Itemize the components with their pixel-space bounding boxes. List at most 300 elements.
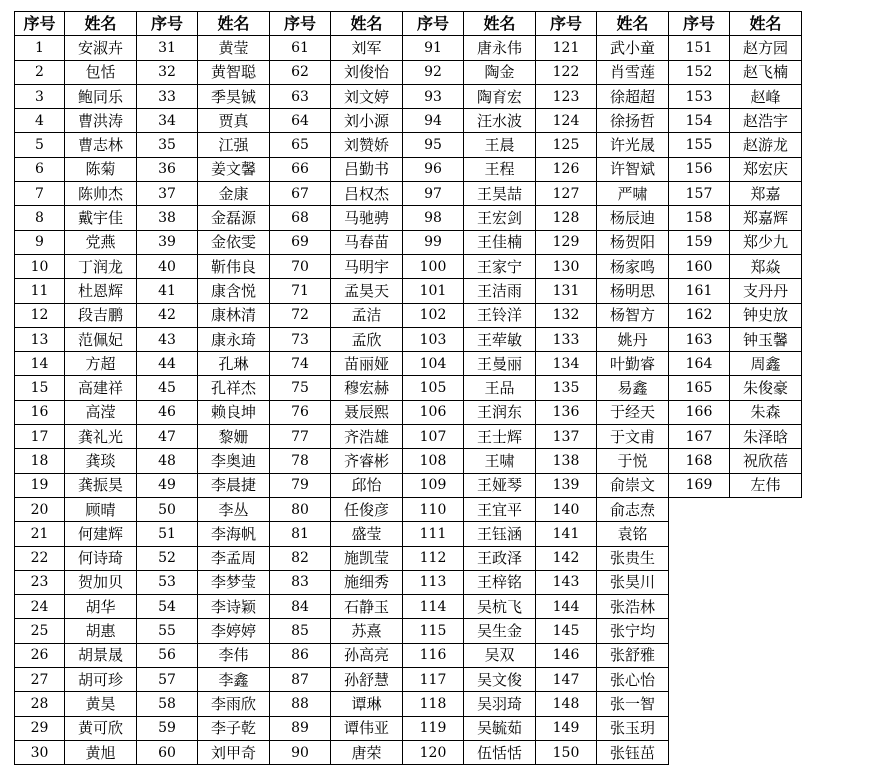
table-row [15,716,802,740]
name-cell: 刘俊怡 [331,60,403,84]
index-cell: 24 [15,595,65,619]
name-cell: 孟洁 [331,303,403,327]
name-cell: 李梦莹 [198,570,270,594]
index-cell: 109 [403,473,464,497]
index-cell: 145 [536,619,597,643]
empty-cell [669,643,730,667]
name-cell: 谭琳 [331,692,403,716]
index-cell: 106 [403,400,464,424]
index-cell: 41 [137,279,198,303]
index-cell: 81 [270,522,331,546]
index-cell: 3 [15,84,65,108]
index-cell: 53 [137,570,198,594]
name-cell: 李丛 [198,497,270,521]
name-cell: 郑少九 [730,230,802,254]
index-cell: 30 [15,740,65,764]
index-cell: 137 [536,425,597,449]
index-cell: 26 [15,643,65,667]
index-cell: 6 [15,157,65,181]
index-cell: 39 [137,230,198,254]
table-row [15,157,802,181]
name-cell: 陶金 [464,60,536,84]
name-cell: 丁润龙 [65,254,137,278]
table-row [15,449,802,473]
index-cell: 114 [403,595,464,619]
index-cell: 92 [403,60,464,84]
index-cell: 151 [669,36,730,60]
empty-cell [730,522,802,546]
header-name: 姓名 [198,12,270,36]
index-cell: 127 [536,182,597,206]
name-cell: 黄可欣 [65,716,137,740]
empty-cell [669,595,730,619]
table-row [15,206,802,230]
empty-cell [669,570,730,594]
name-cell: 王钰涵 [464,522,536,546]
empty-cell [669,668,730,692]
name-cell: 赵浩宇 [730,109,802,133]
name-cell: 李奥迪 [198,449,270,473]
name-cell: 王政泽 [464,546,536,570]
index-cell: 96 [403,157,464,181]
table-row [15,352,802,376]
name-cell: 朱森 [730,400,802,424]
index-cell: 156 [669,157,730,181]
header-index: 序号 [270,12,331,36]
table-row [15,692,802,716]
index-cell: 20 [15,497,65,521]
table-row [15,133,802,157]
index-cell: 42 [137,303,198,327]
name-cell: 陈菊 [65,157,137,181]
name-cell: 龚振昊 [65,473,137,497]
empty-cell [669,716,730,740]
index-cell: 164 [669,352,730,376]
name-cell: 唐荣 [331,740,403,764]
table-row [15,425,802,449]
header-index: 序号 [137,12,198,36]
index-cell: 14 [15,352,65,376]
empty-cell [669,497,730,521]
name-cell: 郑嘉 [730,182,802,206]
index-cell: 34 [137,109,198,133]
table-row [15,740,802,764]
index-cell: 40 [137,254,198,278]
name-cell: 穆宏赫 [331,376,403,400]
empty-cell [730,546,802,570]
name-cell: 胡华 [65,595,137,619]
index-cell: 117 [403,668,464,692]
index-cell: 157 [669,182,730,206]
header-row [15,12,802,36]
name-cell: 于文甫 [597,425,669,449]
index-cell: 98 [403,206,464,230]
table-row [15,254,802,278]
index-cell: 130 [536,254,597,278]
name-cell: 唐永伟 [464,36,536,60]
name-cell: 王家宁 [464,254,536,278]
name-cell: 郑嘉辉 [730,206,802,230]
index-cell: 1 [15,36,65,60]
index-cell: 38 [137,206,198,230]
name-cell: 姚丹 [597,327,669,351]
index-cell: 90 [270,740,331,764]
empty-cell [730,692,802,716]
index-cell: 101 [403,279,464,303]
name-cell: 顾晴 [65,497,137,521]
empty-cell [669,522,730,546]
name-cell: 马驰骋 [331,206,403,230]
index-cell: 124 [536,109,597,133]
name-cell: 聂辰熙 [331,400,403,424]
index-cell: 80 [270,497,331,521]
index-cell: 72 [270,303,331,327]
name-cell: 季昊铖 [198,84,270,108]
header-index: 序号 [536,12,597,36]
index-cell: 122 [536,60,597,84]
index-cell: 67 [270,182,331,206]
name-cell: 胡惠 [65,619,137,643]
index-cell: 46 [137,400,198,424]
name-cell: 段吉鹏 [65,303,137,327]
name-cell: 黄莹 [198,36,270,60]
index-cell: 59 [137,716,198,740]
name-cell: 杨辰迪 [597,206,669,230]
name-cell: 王梓铭 [464,570,536,594]
empty-cell [669,619,730,643]
table-row [15,619,802,643]
index-cell: 35 [137,133,198,157]
name-cell: 张钰茁 [597,740,669,764]
name-cell: 姜文馨 [198,157,270,181]
index-cell: 66 [270,157,331,181]
table-row [15,522,802,546]
index-cell: 165 [669,376,730,400]
index-cell: 64 [270,109,331,133]
index-cell: 37 [137,182,198,206]
index-cell: 139 [536,473,597,497]
name-cell: 王啸 [464,449,536,473]
index-cell: 84 [270,595,331,619]
table-row [15,109,802,133]
empty-cell [669,692,730,716]
name-cell: 康林清 [198,303,270,327]
index-cell: 5 [15,133,65,157]
table-row [15,84,802,108]
index-cell: 99 [403,230,464,254]
index-cell: 50 [137,497,198,521]
table-row [15,400,802,424]
index-cell: 128 [536,206,597,230]
name-cell: 李晨捷 [198,473,270,497]
index-cell: 75 [270,376,331,400]
name-cell: 吕勤书 [331,157,403,181]
index-cell: 18 [15,449,65,473]
name-cell: 李婷婷 [198,619,270,643]
name-cell: 金磊源 [198,206,270,230]
header-name: 姓名 [464,12,536,36]
name-cell: 赵飞楠 [730,60,802,84]
name-cell: 李诗颖 [198,595,270,619]
index-cell: 32 [137,60,198,84]
name-cell: 任俊彦 [331,497,403,521]
name-cell: 何诗琦 [65,546,137,570]
empty-cell [730,643,802,667]
name-cell: 吴毓茹 [464,716,536,740]
index-cell: 60 [137,740,198,764]
table-row [15,668,802,692]
name-cell: 许光晟 [597,133,669,157]
index-cell: 154 [669,109,730,133]
table-row [15,497,802,521]
empty-cell [730,740,802,764]
name-cell: 安淑卉 [65,36,137,60]
index-cell: 51 [137,522,198,546]
name-cell: 党燕 [65,230,137,254]
name-cell: 王娅琴 [464,473,536,497]
index-cell: 144 [536,595,597,619]
name-cell: 杨智方 [597,303,669,327]
index-cell: 52 [137,546,198,570]
index-cell: 31 [137,36,198,60]
name-cell: 徐扬哲 [597,109,669,133]
index-cell: 112 [403,546,464,570]
index-cell: 19 [15,473,65,497]
name-cell: 孙舒慧 [331,668,403,692]
index-cell: 45 [137,376,198,400]
name-cell: 王润东 [464,400,536,424]
index-cell: 9 [15,230,65,254]
roster-body [15,36,802,765]
name-cell: 吴杭飞 [464,595,536,619]
name-cell: 许智斌 [597,157,669,181]
index-cell: 121 [536,36,597,60]
table-row [15,327,802,351]
name-cell: 马明宇 [331,254,403,278]
name-cell: 俞崇文 [597,473,669,497]
index-cell: 116 [403,643,464,667]
name-cell: 金依雯 [198,230,270,254]
name-cell: 江强 [198,133,270,157]
table-row [15,182,802,206]
index-cell: 28 [15,692,65,716]
name-cell: 孔琳 [198,352,270,376]
name-cell: 王佳楠 [464,230,536,254]
name-cell: 黄旭 [65,740,137,764]
index-cell: 132 [536,303,597,327]
index-cell: 169 [669,473,730,497]
name-cell: 李子乾 [198,716,270,740]
name-cell: 朱泽晗 [730,425,802,449]
name-cell: 苗丽娅 [331,352,403,376]
table-row [15,230,802,254]
name-cell: 刘小源 [331,109,403,133]
name-cell: 马春苗 [331,230,403,254]
index-cell: 91 [403,36,464,60]
index-cell: 111 [403,522,464,546]
index-cell: 23 [15,570,65,594]
name-cell: 张一智 [597,692,669,716]
name-cell: 何建辉 [65,522,137,546]
name-cell: 张舒雅 [597,643,669,667]
name-cell: 李鑫 [198,668,270,692]
index-cell: 62 [270,60,331,84]
name-cell: 苏熹 [331,619,403,643]
name-cell: 齐睿彬 [331,449,403,473]
name-cell: 包恬 [65,60,137,84]
index-cell: 87 [270,668,331,692]
name-cell: 吴生金 [464,619,536,643]
index-cell: 152 [669,60,730,84]
name-cell: 王品 [464,376,536,400]
index-cell: 78 [270,449,331,473]
index-cell: 149 [536,716,597,740]
header-index: 序号 [15,12,65,36]
name-cell: 齐浩雄 [331,425,403,449]
index-cell: 76 [270,400,331,424]
index-cell: 77 [270,425,331,449]
table-row [15,60,802,84]
index-cell: 143 [536,570,597,594]
table-row [15,546,802,570]
name-cell: 李雨欣 [198,692,270,716]
table-row [15,595,802,619]
name-cell: 刘军 [331,36,403,60]
index-cell: 119 [403,716,464,740]
index-cell: 2 [15,60,65,84]
name-cell: 赖良坤 [198,400,270,424]
index-cell: 44 [137,352,198,376]
name-cell: 吴文俊 [464,668,536,692]
table-row [15,570,802,594]
index-cell: 15 [15,376,65,400]
name-cell: 王士辉 [464,425,536,449]
name-cell: 肖雪莲 [597,60,669,84]
empty-cell [730,716,802,740]
header-name: 姓名 [65,12,137,36]
name-cell: 祝欣蓓 [730,449,802,473]
name-cell: 王曼丽 [464,352,536,376]
name-cell: 郑宏庆 [730,157,802,181]
name-cell: 黄智聪 [198,60,270,84]
index-cell: 33 [137,84,198,108]
index-cell: 82 [270,546,331,570]
name-cell: 谭伟亚 [331,716,403,740]
name-cell: 康永琦 [198,327,270,351]
index-cell: 73 [270,327,331,351]
index-cell: 70 [270,254,331,278]
name-cell: 支丹丹 [730,279,802,303]
name-cell: 吴双 [464,643,536,667]
name-cell: 胡景晟 [65,643,137,667]
index-cell: 153 [669,84,730,108]
name-cell: 杨贺阳 [597,230,669,254]
index-cell: 25 [15,619,65,643]
header-name: 姓名 [730,12,802,36]
name-cell: 贺加贝 [65,570,137,594]
table-row [15,473,802,497]
name-cell: 黄昊 [65,692,137,716]
name-cell: 王荦敏 [464,327,536,351]
name-cell: 王宏剑 [464,206,536,230]
index-cell: 135 [536,376,597,400]
index-cell: 159 [669,230,730,254]
name-cell: 施细秀 [331,570,403,594]
index-cell: 150 [536,740,597,764]
name-cell: 王昊喆 [464,182,536,206]
empty-cell [730,570,802,594]
index-cell: 11 [15,279,65,303]
index-cell: 160 [669,254,730,278]
name-cell: 赵游龙 [730,133,802,157]
index-cell: 161 [669,279,730,303]
name-cell: 赵方园 [730,36,802,60]
table-row [15,643,802,667]
name-cell: 龚琰 [65,449,137,473]
index-cell: 102 [403,303,464,327]
index-cell: 74 [270,352,331,376]
index-cell: 126 [536,157,597,181]
name-cell: 石静玉 [331,595,403,619]
index-cell: 49 [137,473,198,497]
index-cell: 138 [536,449,597,473]
name-cell: 张心怡 [597,668,669,692]
index-cell: 118 [403,692,464,716]
index-cell: 47 [137,425,198,449]
name-cell: 赵峰 [730,84,802,108]
index-cell: 71 [270,279,331,303]
name-cell: 曹洪涛 [65,109,137,133]
name-cell: 武小童 [597,36,669,60]
name-cell: 施凯莹 [331,546,403,570]
header-index: 序号 [403,12,464,36]
index-cell: 93 [403,84,464,108]
name-cell: 高建祥 [65,376,137,400]
index-cell: 108 [403,449,464,473]
name-cell: 刘赞娇 [331,133,403,157]
index-cell: 61 [270,36,331,60]
index-cell: 63 [270,84,331,108]
name-cell: 范佩妃 [65,327,137,351]
index-cell: 55 [137,619,198,643]
index-cell: 104 [403,352,464,376]
index-cell: 65 [270,133,331,157]
index-cell: 125 [536,133,597,157]
index-cell: 147 [536,668,597,692]
name-cell: 叶勤睿 [597,352,669,376]
name-cell: 袁铭 [597,522,669,546]
table-row [15,303,802,327]
index-cell: 123 [536,84,597,108]
name-cell: 陈帅杰 [65,182,137,206]
index-cell: 155 [669,133,730,157]
index-cell: 131 [536,279,597,303]
name-cell: 盛莹 [331,522,403,546]
name-cell: 汪水波 [464,109,536,133]
index-cell: 148 [536,692,597,716]
name-cell: 易鑫 [597,376,669,400]
empty-cell [669,740,730,764]
index-cell: 21 [15,522,65,546]
name-cell: 朱俊豪 [730,376,802,400]
name-cell: 邱怡 [331,473,403,497]
name-cell: 徐超超 [597,84,669,108]
name-cell: 王晨 [464,133,536,157]
index-cell: 146 [536,643,597,667]
index-cell: 48 [137,449,198,473]
name-cell: 戴宇佳 [65,206,137,230]
index-cell: 13 [15,327,65,351]
